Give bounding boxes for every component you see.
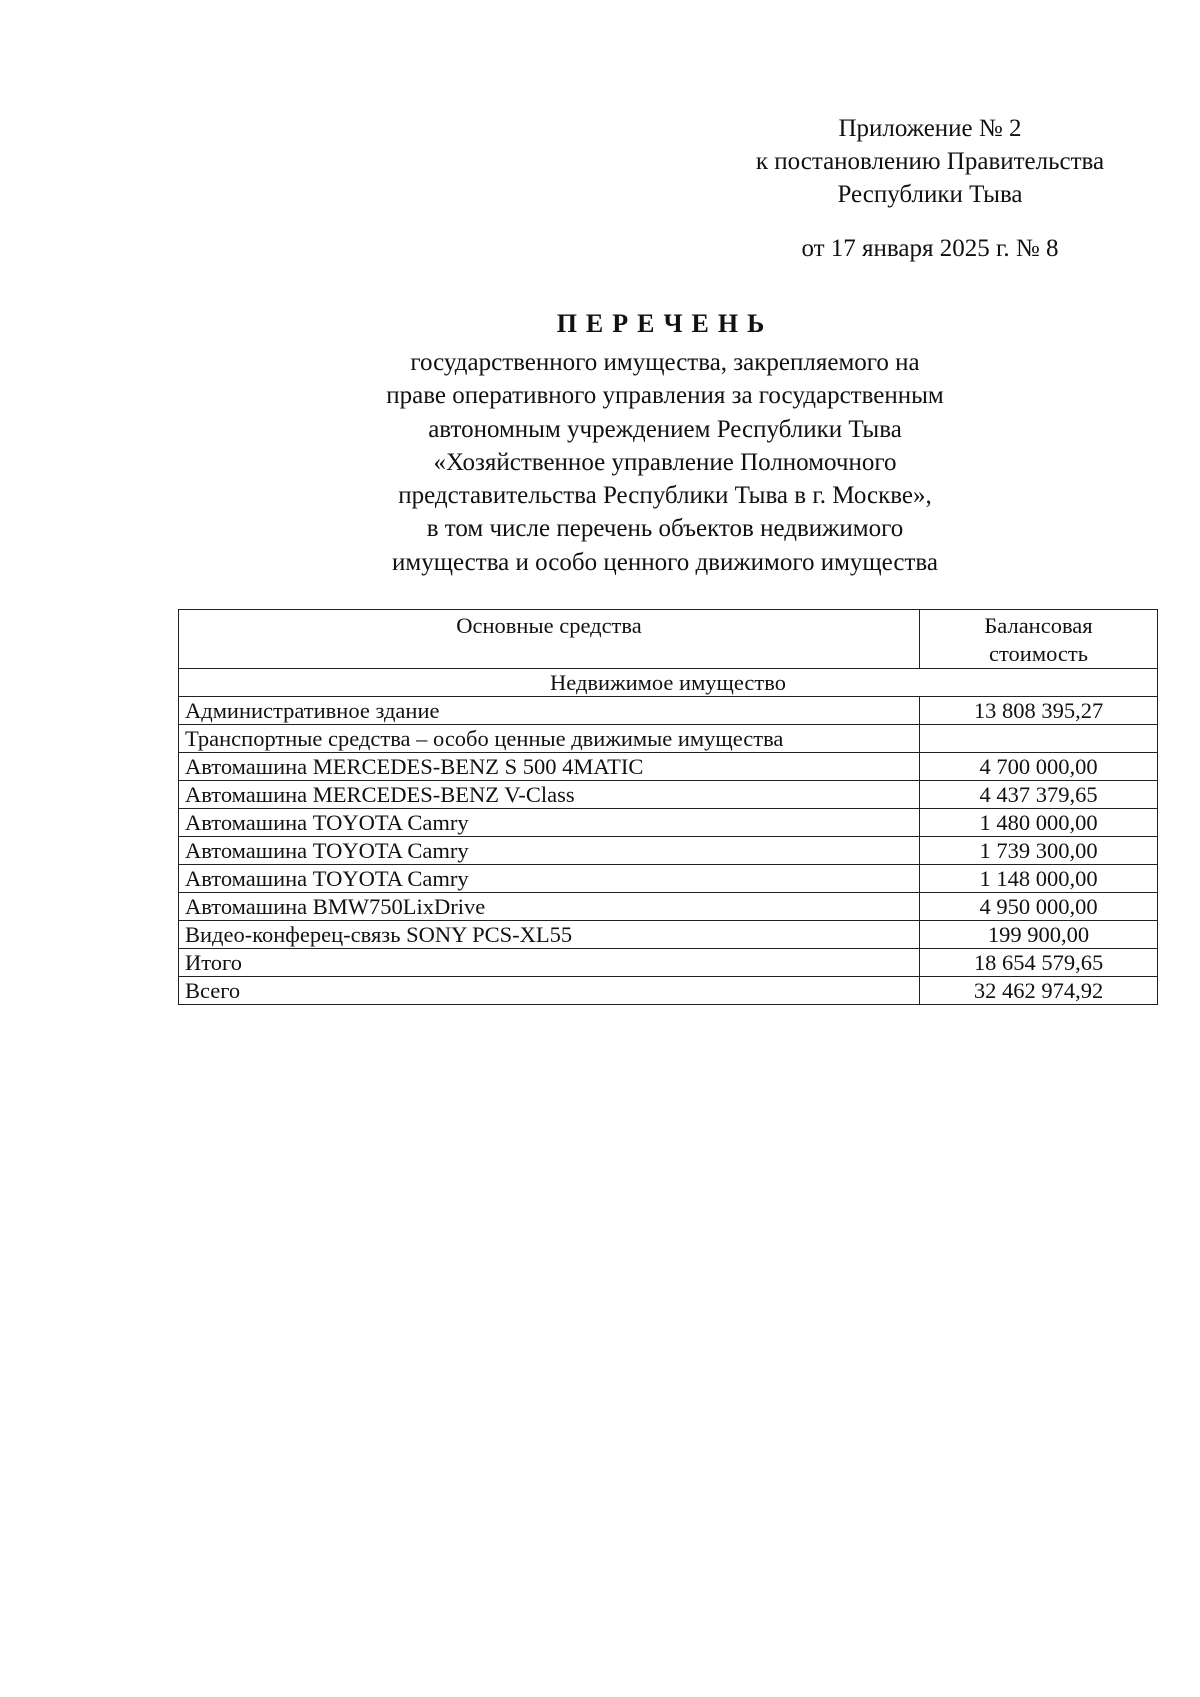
balance-value-cell: 4 437 379,65 (920, 781, 1158, 809)
asset-name-cell: Автомашина TOYOTA Camry (179, 809, 920, 837)
balance-value-cell: 4 700 000,00 (920, 753, 1158, 781)
appendix-header (700, 112, 1160, 211)
asset-name-cell: Автомашина MERCEDES-BENZ S 500 4MATIC (179, 753, 920, 781)
asset-name-cell: Административное здание (179, 697, 920, 725)
asset-name-cell: Транспортные средства – особо ценные движимые имущества (179, 725, 920, 753)
balance-value-cell: 13 808 395,27 (920, 697, 1158, 725)
appendix-date: от 17 января 2025 г. № 8 (801, 235, 1059, 262)
header-fixed-assets: Основные средства (179, 610, 920, 669)
asset-name-cell: Всего (179, 977, 920, 1005)
header-balance-value (920, 610, 1158, 669)
table-row (179, 893, 1158, 921)
subtitle-line: автономным учреждением Республики Тыва (428, 415, 902, 443)
subtitle-line: «Хозяйственное управление Полномочного (433, 448, 897, 476)
document-title: ПЕРЕЧЕНЬ (556, 309, 774, 338)
assets-table (178, 609, 1158, 1005)
appendix-region: Республики Тыва (837, 181, 1023, 208)
table-row (179, 921, 1158, 949)
balance-value-cell: 1 148 000,00 (920, 865, 1158, 893)
asset-name-cell: Видео-конферец-связь SONY PCS-XL55 (179, 921, 920, 949)
balance-value-cell: 1 739 300,00 (920, 837, 1158, 865)
table-row (179, 669, 1158, 697)
appendix-number: Приложение № 2 (838, 115, 1022, 142)
subtitle-line: государственного имущества, закрепляемого на (410, 349, 920, 376)
balance-value-cell: 32 462 974,92 (920, 977, 1158, 1005)
balance-value-cell: 199 900,00 (920, 921, 1158, 949)
subtitle-line: имущества и особо ценного движимого имущества (392, 548, 938, 576)
asset-name-cell: Автомашина TOYOTA Camry (179, 865, 920, 893)
header-balance-value-line2: стоимость (989, 641, 1088, 666)
asset-name-cell: Автомашина TOYOTA Camry (179, 837, 920, 865)
subtitle-line: представительства Республики Тыва в г. Москве», (398, 482, 932, 510)
asset-name-cell: Автомашина BMW750LixDrive (179, 893, 920, 921)
table-row (179, 949, 1158, 977)
table-row (179, 781, 1158, 809)
document-subtitle (325, 346, 1005, 579)
appendix-reference: к постановлению Правительства (755, 148, 1105, 175)
table-row (179, 977, 1158, 1005)
balance-value-cell: 18 654 579,65 (920, 949, 1158, 977)
section-heading-cell: Недвижимое имущество (179, 669, 1158, 697)
asset-name-cell: Итого (179, 949, 920, 977)
table-row (179, 725, 1158, 753)
table-header-row (179, 610, 1158, 669)
subtitle-line: в том числе перечень объектов недвижимого (426, 515, 904, 543)
header-balance-value-line1: Балансовая (984, 613, 1093, 638)
balance-value-cell: 4 950 000,00 (920, 893, 1158, 921)
subtitle-line: праве оперативного управления за государственным (386, 382, 944, 410)
balance-value-cell: 1 480 000,00 (920, 809, 1158, 837)
table-row (179, 697, 1158, 725)
table-row (179, 809, 1158, 837)
table-row (179, 753, 1158, 781)
assets-table-body (179, 669, 1158, 1005)
table-row (179, 865, 1158, 893)
balance-value-cell (920, 725, 1158, 753)
table-row (179, 837, 1158, 865)
asset-name-cell: Автомашина MERCEDES-BENZ V-Class (179, 781, 920, 809)
